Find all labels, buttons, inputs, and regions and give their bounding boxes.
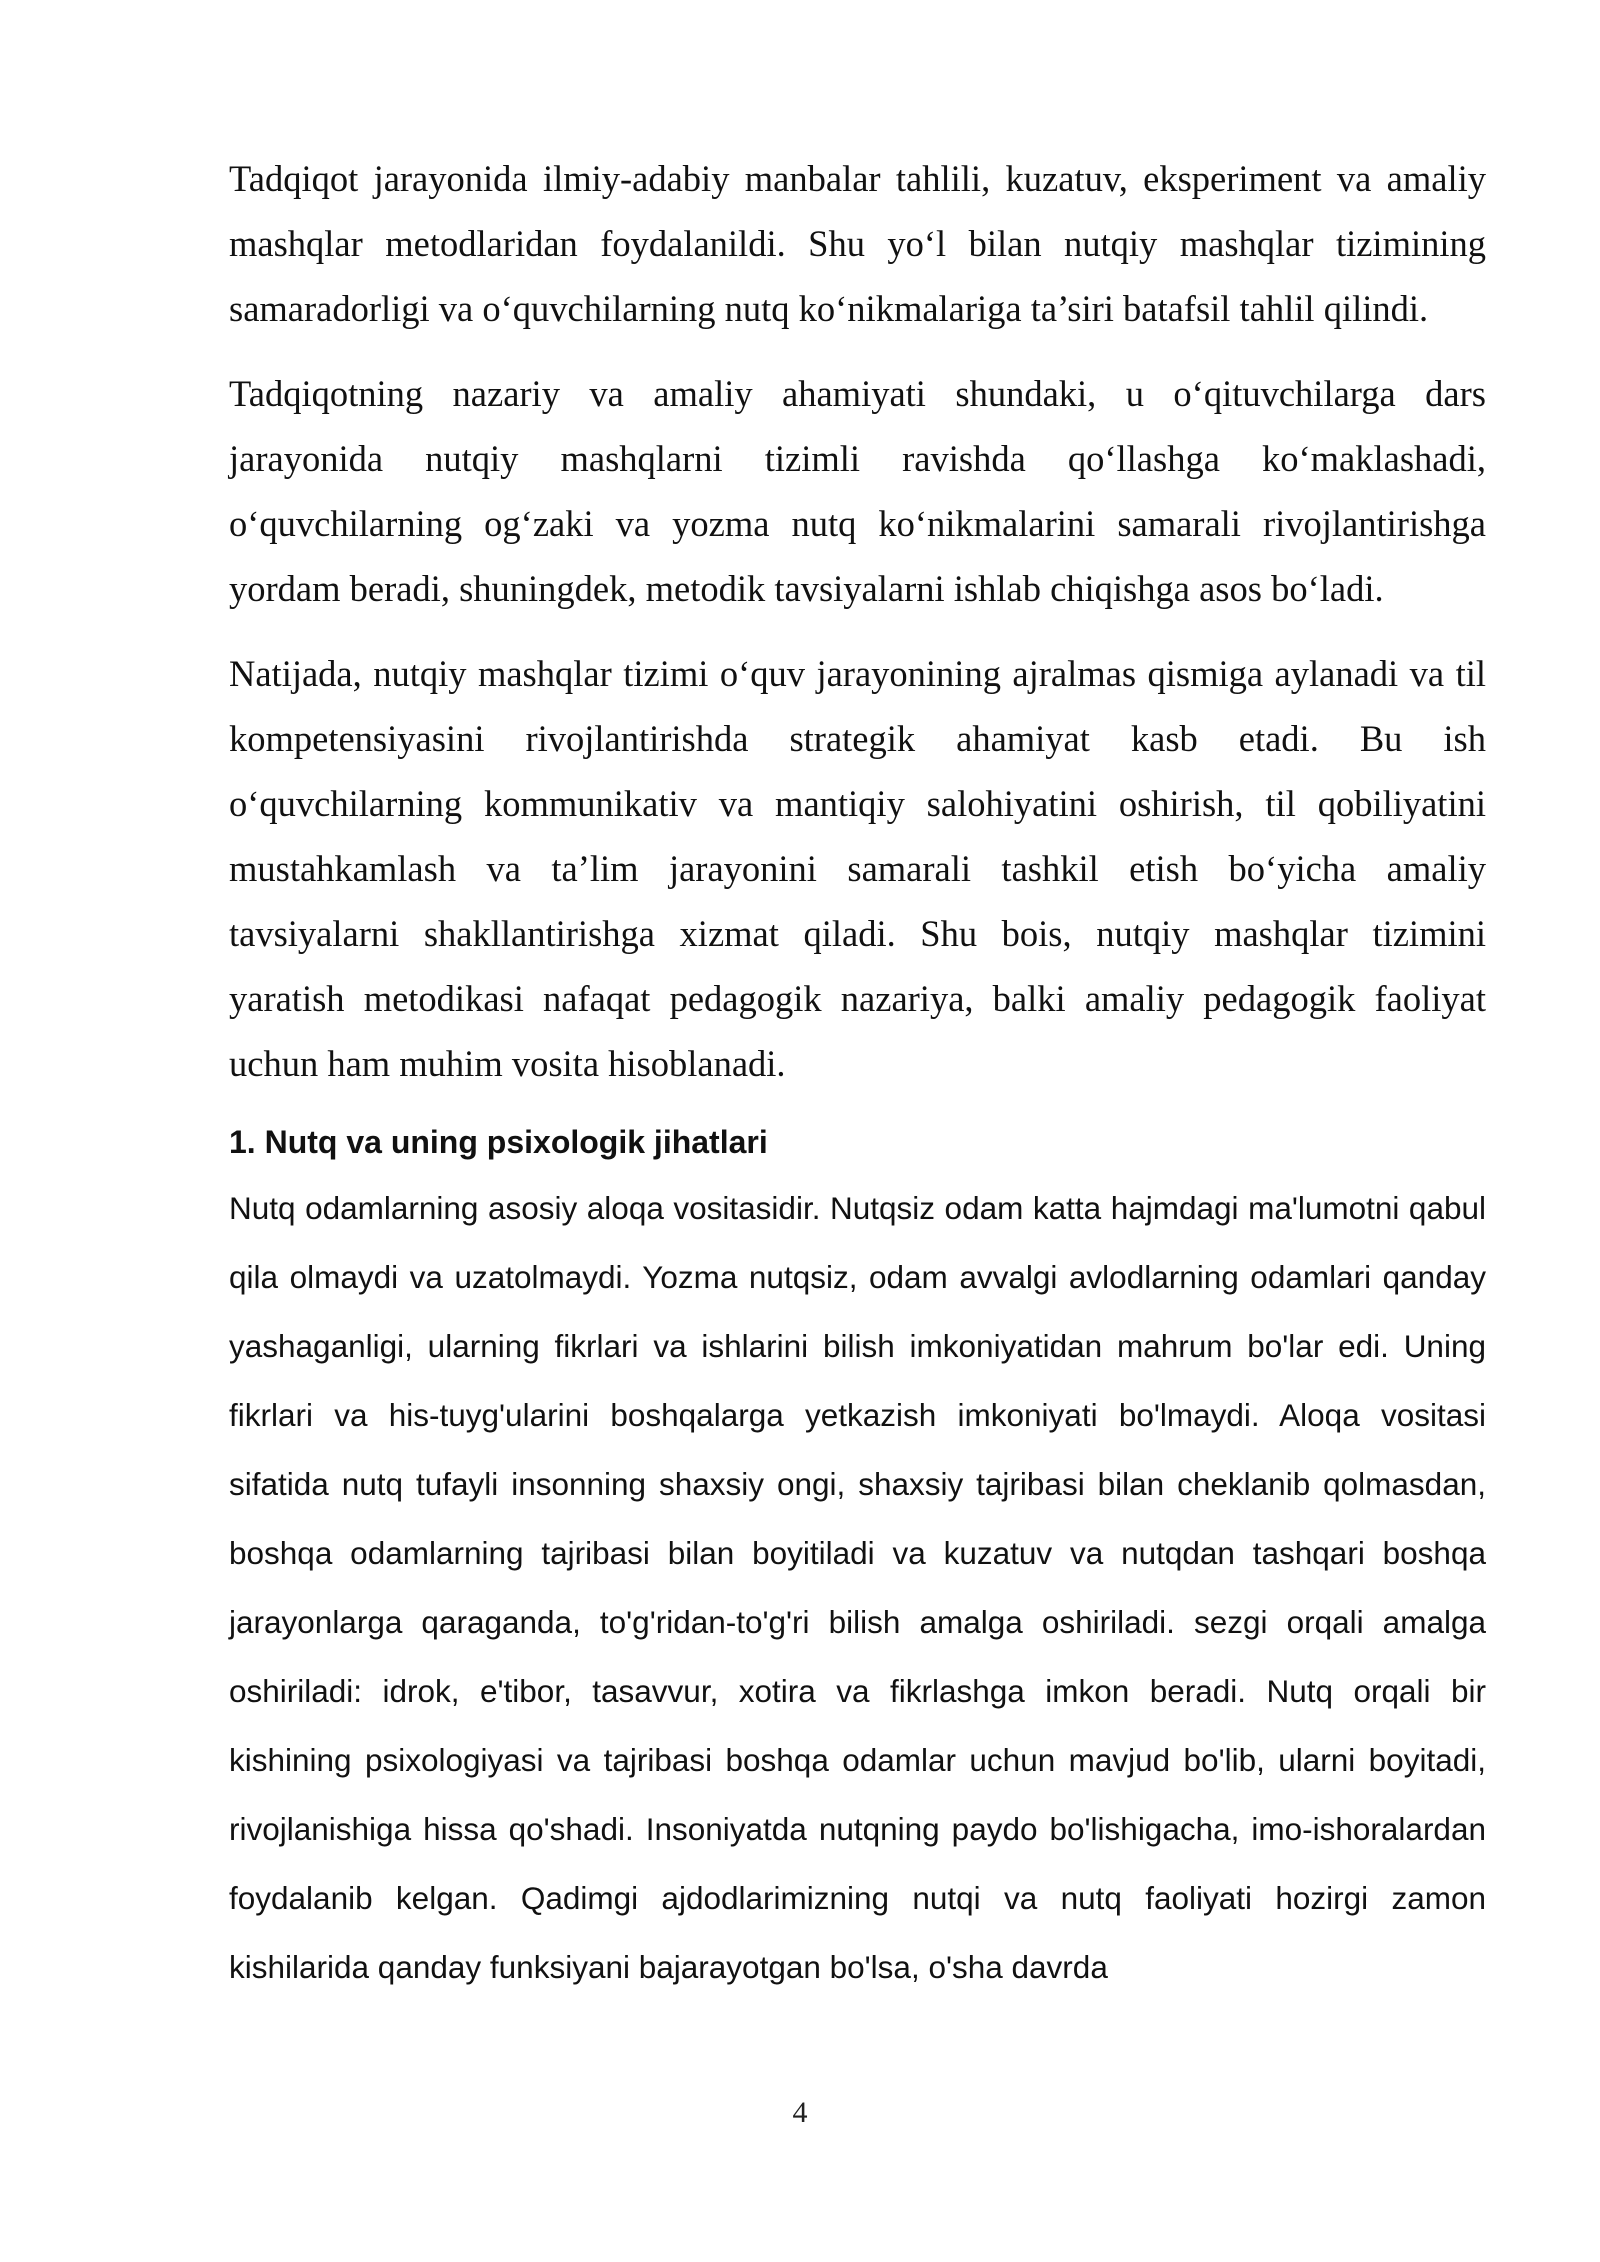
paragraph-theoretical-significance: Tadqiqotning nazariy va amaliy ahamiyati shundaki, u o‘qituvchilarga dars jarayonida nutqiy mashqlarni tizimli ravishda qo‘llashga ko‘maklashadi, o‘quvchilarning og‘zaki va yozma nutq ko‘nikmalarini samarali rivojlantirishga yordam beradi, shuningdek, metodik tavsiyalarni ishlab chiqishga asos bo‘ladi. (229, 373, 1486, 609)
page-number: 4 (792, 2096, 808, 2129)
document-page (229, 146, 1486, 2002)
paragraph-research-methods: Tadqiqot jarayonida ilmiy-adabiy manbalar tahlili, kuzatuv, eksperiment va amaliy mashqlar metodlaridan foydalanildi. Shu yo‘l bilan nutqiy mashqlar tizimining samaradorligi va o‘quvchilarning nutq ko‘nikmalariga ta’siri batafsil tahlil qilindi. (229, 158, 1486, 329)
section-body-paragraph: Nutq odamlarning asosiy aloqa vositasidir. Nutqsiz odam katta hajmdagi ma'lumotni qabul qila olmaydi va uzatolmaydi. Yozma nutqsiz, odam avvalgi avlodlarning odamlari qanday yashaganligi, ularning fikrlari va ishlarini bilish imkoniyatidan mahrum bo'lar edi. Uning fikrlari va his-tuyg'ularini boshqalarga yetkazish imkoniyati bo'lmaydi. Aloqa vositasi sifatida nutq tufayli insonning shaxsiy ongi, shaxsiy tajribasi bilan cheklanib qolmasdan, boshqa odamlarning tajribasi bilan boyitiladi va kuzatuv va nutqdan tashqari boshqa jarayonlarga qaraganda, to'g'ridan-to'g'ri bilish amalga oshiriladi. sezgi orqali amalga oshiriladi: idrok, e'tibor, tasavvur, xotira va fikrlashga imkon beradi. Nutq orqali bir kishining psixologiyasi va tajribasi boshqa odamlar uchun mavjud bo'lib, ularni boyitadi, rivojlanishiga hissa qo'shadi. Insoniyatda nutqning paydo bo'lishigacha, imo-ishoralardan foydalanib kelgan. Qadimgi ajdodlarimizning nutqi va nutq faoliyati hozirgi zamon kishilarida qanday funksiyani bajarayotgan bo'lsa, o'sha davrda (229, 1190, 1486, 1985)
paragraph-conclusion: Natijada, nutqiy mashqlar tizimi o‘quv jarayonining ajralmas qismiga aylanadi va til kompetensiyasini rivojlantirishda strategik ahamiyat kasb etadi. Bu ish o‘quvchilarning kommunikativ va mantiqiy salohiyatini oshirish, til qobiliyatini mustahkamlash va ta’lim jarayonini samarali tashkil etish bo‘yicha amaliy tavsiyalarni shakllantirishga xizmat qiladi. Shu bois, nutqiy mashqlar tizimini yaratish metodikasi nafaqat pedagogik nazariya, balki amaliy pedagogik faoliyat uchun ham muhim vosita hisoblanadi. (229, 653, 1486, 1084)
section-heading: 1. Nutq va uning psixologik jihatlari (229, 1124, 768, 1160)
